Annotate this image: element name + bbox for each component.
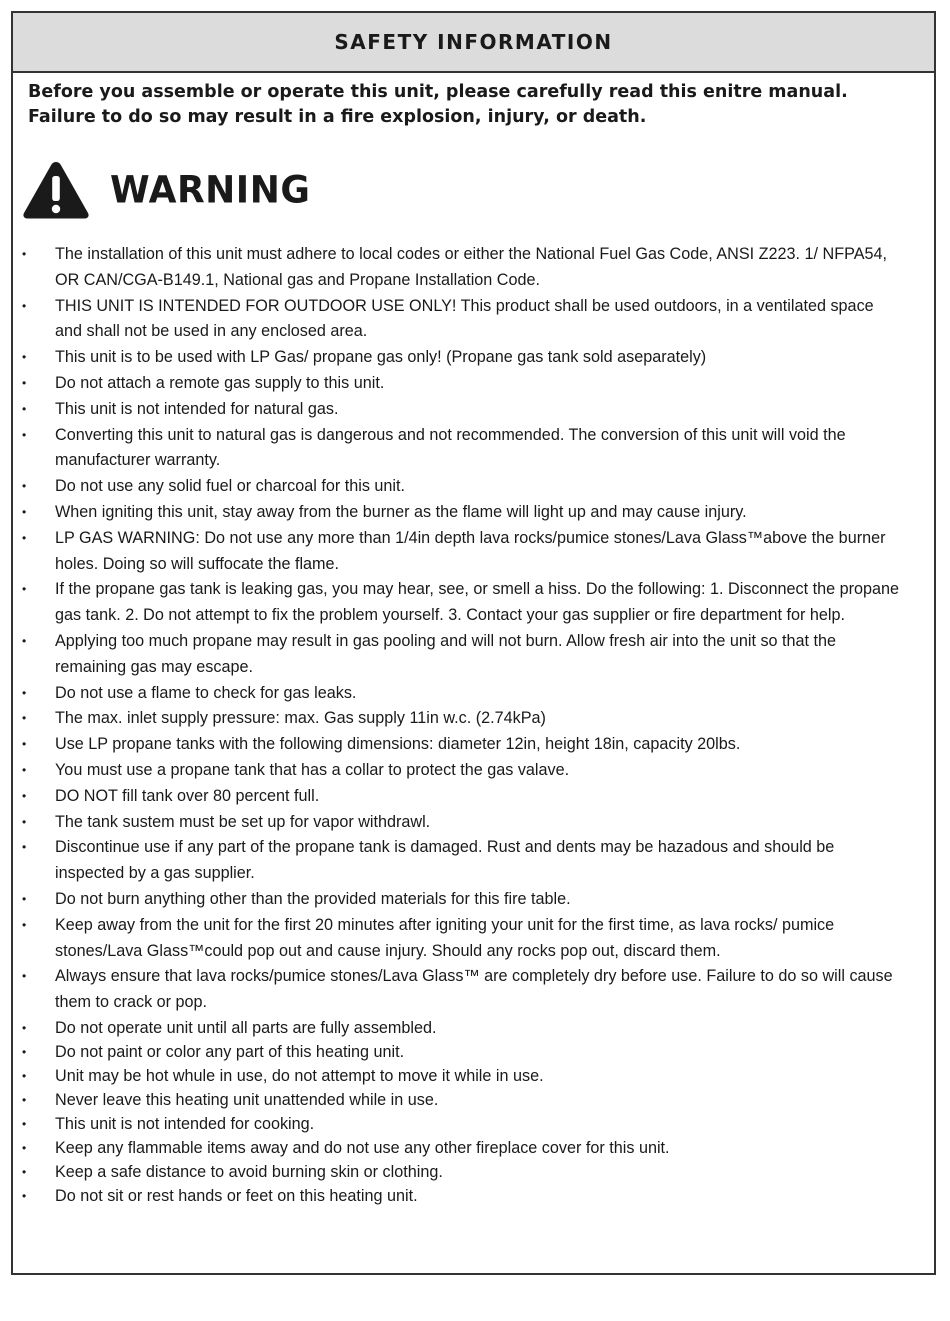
list-item-text: Do not attach a remote gas supply to this unit.: [55, 373, 385, 392]
bullet-icon: •: [22, 969, 27, 984]
list-item-text: Discontinue use if any part of the propane tank is damaged. Rust and dents may be hazadous and should be inspected by a gas supplier.: [55, 838, 835, 883]
bullet-icon: •: [22, 375, 27, 390]
safety-items-list: [20, 242, 905, 1208]
list-item: [20, 294, 905, 346]
warning-label: WARNING: [110, 168, 311, 212]
bullet-icon: •: [22, 504, 27, 519]
list-item: [20, 242, 905, 294]
bullet-icon: •: [22, 1044, 27, 1059]
list-item-text: This unit is not intended for natural gas.: [55, 399, 339, 418]
bullet-icon: •: [22, 401, 27, 416]
bullet-icon: •: [22, 891, 27, 906]
bullet-icon: •: [22, 840, 27, 855]
list-item-text: Keep any flammable items away and do not use any other fireplace cover for this unit.: [55, 1138, 670, 1157]
list-item: [20, 1136, 905, 1160]
list-item-text: Converting this unit to natural gas is dangerous and not recommended. The conversion of this unit will void the manufacturer warranty.: [55, 425, 846, 470]
intro-warning-text: Before you assemble or operate this unit, please carefully read this enitre manual. Failure to do so may result in a fire explosion, injury, or death.: [28, 82, 848, 127]
bullet-icon: •: [22, 762, 27, 777]
list-item: [20, 577, 905, 629]
bullet-icon: •: [22, 737, 27, 752]
list-item: [20, 345, 905, 371]
list-item: [20, 474, 905, 500]
bullet-icon: •: [22, 1068, 27, 1083]
list-item-text: Always ensure that lava rocks/pumice stones/Lava Glass™ are completely dry before use. Failure to do so will cause them to crack or pop.: [55, 967, 893, 1012]
list-item-text: You must use a propane tank that has a collar to protect the gas valave.: [55, 760, 570, 779]
list-item: [20, 1112, 905, 1136]
list-item-text: Unit may be hot whule in use, do not attempt to move it while in use.: [55, 1066, 544, 1085]
list-item-text: When igniting this unit, stay away from the burner as the flame will light up and may cause injury.: [55, 502, 747, 521]
list-item-text: Use LP propane tanks with the following dimensions: diameter 12in, height 18in, capacity 20lbs.: [55, 735, 741, 754]
bullet-icon: •: [22, 1116, 27, 1131]
bullet-icon: •: [22, 633, 27, 648]
list-item-text: Applying too much propane may result in gas pooling and will not burn. Allow fresh air into the unit so that the remaining gas may escape.: [55, 631, 837, 676]
bullet-icon: •: [22, 814, 27, 829]
bullet-icon: •: [22, 350, 27, 365]
bullet-icon: •: [22, 917, 27, 932]
list-item-text: Keep a safe distance to avoid burning skin or clothing.: [55, 1162, 443, 1181]
section-title: SAFETY INFORMATION: [334, 30, 613, 54]
bullet-icon: •: [22, 711, 27, 726]
list-item: [20, 784, 905, 810]
list-item-text: The installation of this unit must adhere to local codes or either the National Fuel Gas Code, ANSI Z223. 1/ NFPA54, OR CAN/CGA-B149.1, National gas and Propane Installation Code.: [55, 245, 887, 289]
warning-heading: [22, 160, 310, 220]
list-item-text: DO NOT fill tank over 80 percent full.: [55, 786, 320, 805]
bullet-icon: •: [22, 427, 27, 442]
list-item: [20, 1040, 905, 1064]
bullet-icon: •: [22, 1020, 27, 1035]
list-item: [20, 758, 905, 784]
list-item: [20, 835, 905, 887]
list-item-text: Keep away from the unit for the first 20 minutes after igniting your unit for the first time, as lava rocks/ pumice stones/Lava Glass™could pop out and cause injury. Should any rocks pop out, discard them.: [55, 915, 835, 960]
bullet-icon: •: [22, 479, 27, 494]
list-item: [20, 913, 905, 965]
list-item-text: This unit is to be used with LP Gas/ propane gas only! (Propane gas tank sold aseparately): [55, 348, 707, 367]
bullet-icon: •: [22, 1092, 27, 1107]
list-item: [20, 810, 905, 836]
list-item-text: Do not use a flame to check for gas leaks.: [55, 683, 357, 702]
list-item-text: This unit is not intended for cooking.: [55, 1114, 315, 1133]
list-item: [20, 1064, 905, 1088]
bullet-icon: •: [22, 1140, 27, 1155]
list-item: [20, 681, 905, 707]
list-item: [20, 887, 905, 913]
list-item: [20, 500, 905, 526]
list-item: [20, 423, 905, 475]
list-item: [20, 1160, 905, 1184]
list-item-text: Do not paint or color any part of this heating unit.: [55, 1042, 405, 1061]
list-item-text: Do not burn anything other than the provided materials for this fire table.: [55, 889, 571, 908]
list-item-text: THIS UNIT IS INTENDED FOR OUTDOOR USE ONLY! This product shall be used outdoors, in a ventilated space and shall not be used in any enclosed area.: [55, 296, 874, 341]
list-item-text: If the propane gas tank is leaking gas, you may hear, see, or smell a hiss. Do the following: 1. Disconnect the propane gas tank. 2. Do not attempt to fix the problem yourself. 3. Contact your gas supplier or fire department for help.: [55, 580, 900, 625]
list-item: [20, 732, 905, 758]
bullet-icon: •: [22, 1164, 27, 1179]
list-item: [20, 397, 905, 423]
list-item: [20, 706, 905, 732]
list-item-text: Never leave this heating unit unattended while in use.: [55, 1090, 439, 1109]
bullet-icon: •: [22, 298, 27, 313]
bullet-icon: •: [22, 530, 27, 545]
bullet-icon: •: [22, 1188, 27, 1203]
warning-triangle-icon: [22, 160, 90, 220]
bullet-icon: •: [22, 582, 27, 597]
bullet-icon: •: [22, 788, 27, 803]
list-item-text: LP GAS WARNING: Do not use any more than 1/4in depth lava rocks/pumice stones/Lava Glass™above the burner holes. Doing so will suffocate the flame.: [55, 528, 886, 573]
list-item: [20, 629, 905, 681]
list-item-text: Do not use any solid fuel or charcoal for this unit.: [55, 477, 406, 496]
section-header: [13, 13, 934, 73]
list-item: [20, 1184, 905, 1208]
bullet-icon: •: [22, 247, 27, 261]
list-item-text: The tank sustem must be set up for vapor withdrawl.: [55, 812, 431, 831]
bullet-icon: •: [22, 685, 27, 700]
list-item: [20, 371, 905, 397]
list-item: [20, 526, 905, 578]
list-item-text: Do not operate unit until all parts are fully assembled.: [55, 1018, 437, 1037]
list-item-text: Do not sit or rest hands or feet on this heating unit.: [55, 1186, 418, 1205]
list-item: [20, 1016, 905, 1040]
list-item: [20, 1088, 905, 1112]
list-item: [20, 964, 905, 1016]
list-item-text: The max. inlet supply pressure: max. Gas supply 11in w.c. (2.74kPa): [55, 709, 546, 728]
